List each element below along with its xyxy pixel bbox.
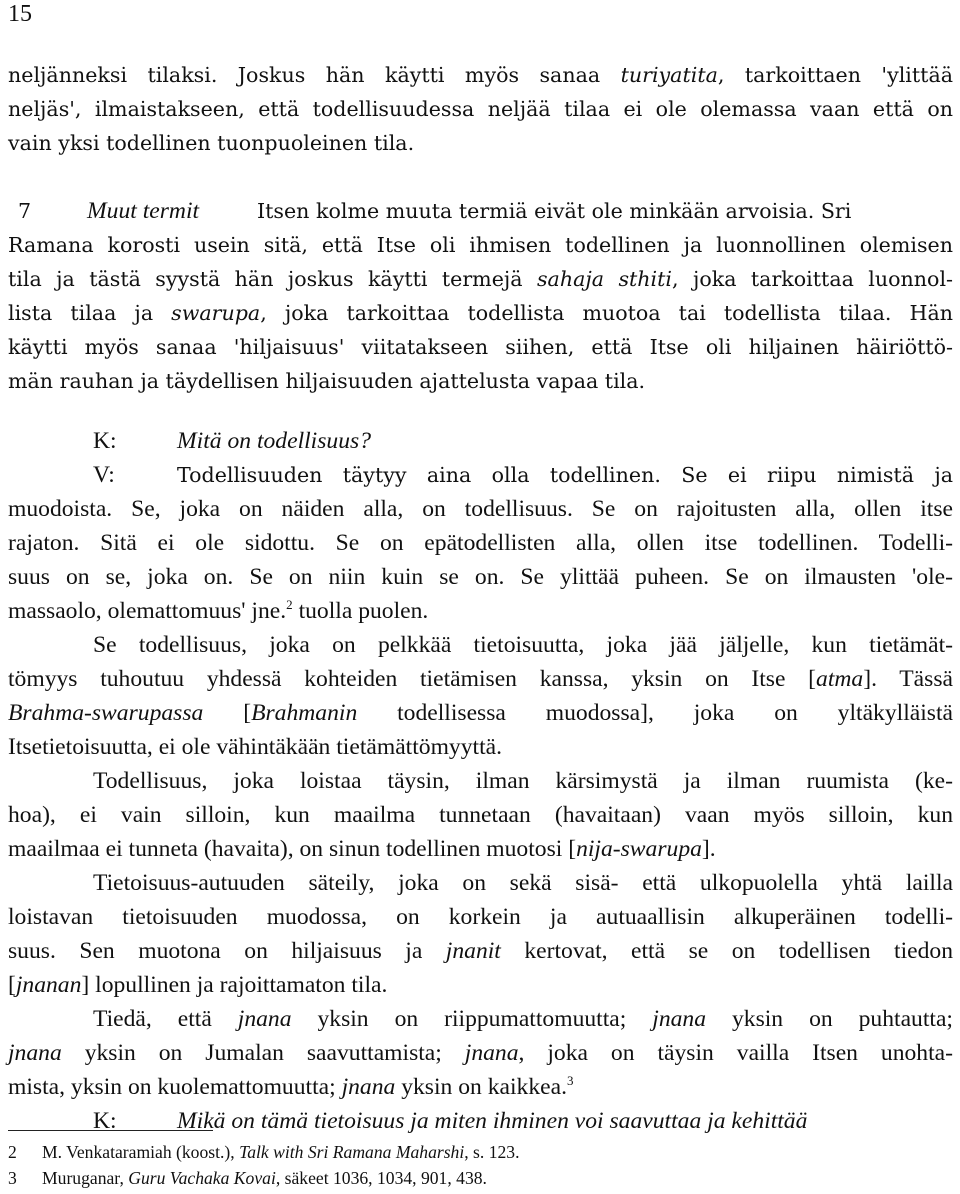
section-heading: Muut termit <box>87 198 200 224</box>
text-line: loistavan tietoisuuden muodossa, on korkein ja autuaallisin alkuperäinen todelli- <box>8 904 953 930</box>
text-line: [jnanan] lopullinen ja rajoittamaton tila. <box>8 972 388 998</box>
text-line: rajaton. Sitä ei ole sidottu. Se on epätodellisten alla, ollen itse todellinen. Todelli- <box>8 530 953 556</box>
question-text: Mikä on tämä tietoisuus ja miten ihminen voi saavuttaa ja kehittää <box>177 1108 808 1134</box>
text-line: muodoista. Se, joka on näiden alla, on todellisuus. Se on rajoitusten alla, ollen itse <box>8 496 953 522</box>
text-line: massaolo, olemattomuus' jne.$^2$ tuolla puolen. <box>8 597 429 624</box>
text-line: suus. Sen muotona on hiljaisuus ja jnanit kertovat, että se on todellisen tiedon <box>8 938 953 964</box>
footnote-divider <box>8 1130 213 1131</box>
text-line: tömyys tuhoutuu yhdessä kohteiden tietämisen kanssa, yksin on Itse [atma]. Tässä <box>8 666 953 692</box>
footnote-ref: 2 <box>286 597 293 612</box>
text-line: tila ja tästä syystä hän joskus käytti termejä sahaja sthiti, joka tarkoittaa luonnol- <box>8 267 953 291</box>
text-line: mista, yksin on kuolemattomuutta; jnana yksin on kaikkea.$^3$ <box>8 1073 574 1100</box>
answer-text: Todellisuuden täytyy aina olla todellinen. Se ei riipu nimistä ja <box>177 463 953 487</box>
text-line: Tietoisuus-autuuden säteily, joka on sekä sisä- että ulkopuolella yhtä lailla <box>93 870 953 896</box>
text-line: Tiedä, että jnana yksin on riippumattomuutta; jnana yksin on puhtautta; <box>93 1006 953 1032</box>
section-heading-line: 7 Muut termit Itsen kolme muuta termiä eivät ole minkään arvoisia. Sri <box>18 198 852 224</box>
text-line: hoa), ei vain silloin, kun maailma tunnetaan (havaitaan) vaan myös silloin, kun <box>8 802 953 828</box>
text-line: Itsetietoisuutta, ei ole vähintäkään tietämättömyyttä. <box>8 734 503 760</box>
question-label: K: <box>93 1108 117 1134</box>
answer-label: V: <box>93 462 115 488</box>
text-line: käytti myös sanaa 'hiljaisuus' viitatakseen siihen, että Itse oli hiljainen häiriöttö- <box>8 335 953 359</box>
text-line: Todellisuus, joka loistaa täysin, ilman kärsimystä ja ilman ruumista (ke- <box>93 768 953 794</box>
question-label: K: <box>93 428 117 454</box>
text-line: Brahma-swarupassa [Brahmanin todellisessa muodossa], joka on yltäkylläistä <box>8 700 953 726</box>
text-line: maailmaa ei tunneta (havaita), on sinun todellinen muotosi [nija-swarupa]. <box>8 836 716 862</box>
text-line: Se todellisuus, joka on pelkkää tietoisuutta, joka jää jäljelle, kun tietämät- <box>93 632 953 658</box>
text-line: neljäs', ilmaistakseen, että todellisuudessa neljää tilaa ei ole olemassa vaan että on <box>8 97 953 121</box>
footnote: 3 Muruganar, Guru Vachaka Kovai, säkeet 1036, 1034, 901, 438. <box>8 1168 487 1188</box>
text-line: vain yksi todellinen tuonpuoleinen tila. <box>8 131 415 155</box>
text-line: lista tilaa ja swarupa, joka tarkoittaa todellista muotoa tai todellista tilaa. Hän <box>8 301 953 325</box>
text-line: Ramana korosti usein sitä, että Itse oli ihmisen todellinen ja luonnollinen olemisen <box>8 233 953 257</box>
text-line: jnana yksin on Jumalan saavuttamista; jnana, joka on täysin vailla Itsen unohta- <box>8 1040 953 1066</box>
page-number: 15 <box>8 1 32 27</box>
footnote-ref: 3 <box>567 1073 574 1088</box>
text-line: suus on se, joka on. Se on niin kuin se on. Se ylittää puheen. Se on ilmausten 'ole- <box>8 564 953 590</box>
question-text: Mitä on todellisuus? <box>177 428 371 454</box>
footnote: 2 M. Venkataramiah (koost.), Talk with Sri Ramana Maharshi, s. 123. <box>8 1142 520 1162</box>
text-line: neljänneksi tilaksi. Joskus hän käytti myös sanaa turiyatita, tarkoittaen 'ylittää <box>8 63 953 87</box>
section-number: 7 <box>18 199 32 223</box>
text-line: män rauhan ja täydellisen hiljaisuuden ajattelusta vapaa tila. <box>8 369 646 393</box>
